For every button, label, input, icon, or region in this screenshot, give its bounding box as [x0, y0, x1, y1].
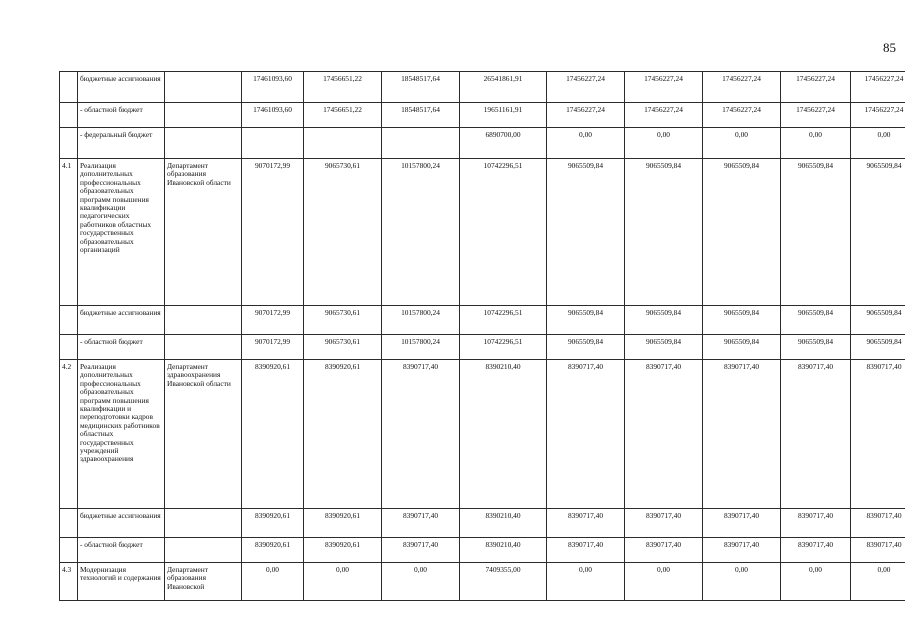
value-cell: 8390717,40	[851, 509, 905, 538]
value-cell: 17456227,24	[625, 103, 703, 128]
value-cell: 8390717,40	[547, 538, 625, 563]
value-cell: 19651161,91	[460, 103, 547, 128]
table-row	[60, 306, 905, 335]
value-cell: 0,00	[242, 563, 304, 601]
value-cell: 17456651,22	[304, 72, 382, 103]
row-number	[60, 538, 78, 563]
value-cell	[382, 128, 460, 159]
value-cell: 8390717,40	[703, 509, 781, 538]
value-cell: 26541861,91	[460, 72, 547, 103]
value-cell: 9065509,84	[851, 335, 905, 360]
page-number: 85	[883, 40, 896, 55]
row-label: Модернизация технологий и содержания	[78, 563, 165, 601]
table-row	[60, 335, 905, 360]
value-cell: 8390717,40	[781, 360, 851, 509]
value-cell: 8390717,40	[382, 509, 460, 538]
value-cell: 9065509,84	[547, 335, 625, 360]
row-number	[60, 128, 78, 159]
table-row	[60, 159, 905, 306]
value-cell: 10157800,24	[382, 159, 460, 306]
value-cell: 17456227,24	[625, 72, 703, 103]
row-number: 4.1	[60, 159, 78, 306]
value-cell: 8390717,40	[851, 360, 905, 509]
table-row	[60, 103, 905, 128]
row-number: 4.3	[60, 563, 78, 601]
value-cell	[242, 128, 304, 159]
value-cell: 9065509,84	[851, 159, 905, 306]
value-cell: 9065509,84	[781, 335, 851, 360]
value-cell: 9065509,84	[781, 159, 851, 306]
value-cell: 8390717,40	[382, 538, 460, 563]
value-cell: 9065509,84	[625, 335, 703, 360]
value-cell	[304, 128, 382, 159]
value-cell: 8390717,40	[703, 538, 781, 563]
value-cell: 9065509,84	[703, 306, 781, 335]
value-cell: 8390920,61	[304, 538, 382, 563]
value-cell: 17456227,24	[703, 72, 781, 103]
value-cell: 6890700,00	[460, 128, 547, 159]
value-cell: 0,00	[382, 563, 460, 601]
value-cell: 18548517,64	[382, 72, 460, 103]
row-label: - областной бюджет	[78, 538, 165, 563]
value-cell: 9065509,84	[703, 335, 781, 360]
value-cell: 0,00	[547, 128, 625, 159]
value-cell: 0,00	[547, 563, 625, 601]
value-cell: 8390717,40	[781, 538, 851, 563]
value-cell: 17456227,24	[851, 103, 905, 128]
value-cell: 8390717,40	[625, 509, 703, 538]
value-cell: 9065509,84	[781, 306, 851, 335]
value-cell: 9065730,61	[304, 159, 382, 306]
value-cell: 9070172,99	[242, 306, 304, 335]
value-cell: 17456227,24	[547, 72, 625, 103]
value-cell: 8390920,61	[242, 509, 304, 538]
row-label: бюджетные ассигнования	[78, 72, 165, 103]
row-executor	[165, 72, 242, 103]
value-cell: 17456227,24	[781, 103, 851, 128]
value-cell: 17456651,22	[304, 103, 382, 128]
value-cell: 7409355,00	[460, 563, 547, 601]
row-executor	[165, 509, 242, 538]
budget-table	[59, 71, 905, 601]
row-label: Реализация дополнительных профессиональных образовательных программ повышения квалификации и переподготовки кадров медицинских работников областных государственных учреждений здравоохранения	[78, 360, 165, 509]
table-row	[60, 72, 905, 103]
row-label: - областной бюджет	[78, 335, 165, 360]
value-cell: 8390717,40	[703, 360, 781, 509]
value-cell: 8390210,40	[460, 509, 547, 538]
value-cell: 17461093,60	[242, 103, 304, 128]
value-cell: 0,00	[851, 128, 905, 159]
row-number	[60, 306, 78, 335]
row-number	[60, 335, 78, 360]
value-cell: 0,00	[781, 128, 851, 159]
value-cell: 10742296,51	[460, 306, 547, 335]
table-row	[60, 563, 905, 601]
value-cell: 8390717,40	[625, 538, 703, 563]
value-cell: 9065509,84	[547, 306, 625, 335]
value-cell: 8390920,61	[242, 360, 304, 509]
value-cell: 8390717,40	[382, 360, 460, 509]
table-row	[60, 128, 905, 159]
value-cell: 0,00	[304, 563, 382, 601]
value-cell: 17456227,24	[781, 72, 851, 103]
value-cell: 9065509,84	[703, 159, 781, 306]
value-cell: 9065509,84	[851, 306, 905, 335]
value-cell: 8390210,40	[460, 538, 547, 563]
row-executor	[165, 103, 242, 128]
value-cell: 8390717,40	[625, 360, 703, 509]
value-cell: 9065509,84	[625, 306, 703, 335]
value-cell: 8390717,40	[781, 509, 851, 538]
row-executor: Департамент образования Ивановской	[165, 563, 242, 601]
value-cell: 10742296,51	[460, 159, 547, 306]
value-cell: 17456227,24	[851, 72, 905, 103]
value-cell: 9065509,84	[625, 159, 703, 306]
row-number	[60, 72, 78, 103]
table-row	[60, 360, 905, 509]
row-executor	[165, 538, 242, 563]
value-cell: 9065509,84	[547, 159, 625, 306]
value-cell: 8390210,40	[460, 360, 547, 509]
value-cell: 9070172,99	[242, 159, 304, 306]
value-cell: 0,00	[703, 563, 781, 601]
value-cell: 0,00	[851, 563, 905, 601]
row-label: - областной бюджет	[78, 103, 165, 128]
row-executor	[165, 128, 242, 159]
value-cell: 8390920,61	[304, 509, 382, 538]
value-cell: 0,00	[625, 128, 703, 159]
value-cell: 18548517,64	[382, 103, 460, 128]
row-executor: Департамент образования Ивановской области	[165, 159, 242, 306]
row-executor	[165, 335, 242, 360]
row-label: - федеральный бюджет	[78, 128, 165, 159]
value-cell: 0,00	[625, 563, 703, 601]
value-cell: 17456227,24	[547, 103, 625, 128]
table-row	[60, 509, 905, 538]
value-cell: 8390717,40	[547, 360, 625, 509]
value-cell: 9065730,61	[304, 335, 382, 360]
row-label: Реализация дополнительных профессиональных образовательных программ повышения квалификации педагогических работников областных государственных образовательных организаций	[78, 159, 165, 306]
row-label: бюджетные ассигнования	[78, 306, 165, 335]
value-cell: 10157800,24	[382, 335, 460, 360]
row-label: бюджетные ассигнования	[78, 509, 165, 538]
value-cell: 17456227,24	[703, 103, 781, 128]
value-cell: 9070172,99	[242, 335, 304, 360]
value-cell: 17461093,60	[242, 72, 304, 103]
value-cell: 10157800,24	[382, 306, 460, 335]
value-cell: 9065730,61	[304, 306, 382, 335]
value-cell: 0,00	[781, 563, 851, 601]
value-cell: 8390920,61	[304, 360, 382, 509]
row-executor	[165, 306, 242, 335]
row-executor: Департамент здравоохранения Ивановской области	[165, 360, 242, 509]
table-row	[60, 538, 905, 563]
value-cell: 8390717,40	[547, 509, 625, 538]
value-cell: 0,00	[703, 128, 781, 159]
value-cell: 8390920,61	[242, 538, 304, 563]
row-number	[60, 103, 78, 128]
row-number: 4.2	[60, 360, 78, 509]
row-number	[60, 509, 78, 538]
value-cell: 8390717,40	[851, 538, 905, 563]
value-cell: 10742296,51	[460, 335, 547, 360]
